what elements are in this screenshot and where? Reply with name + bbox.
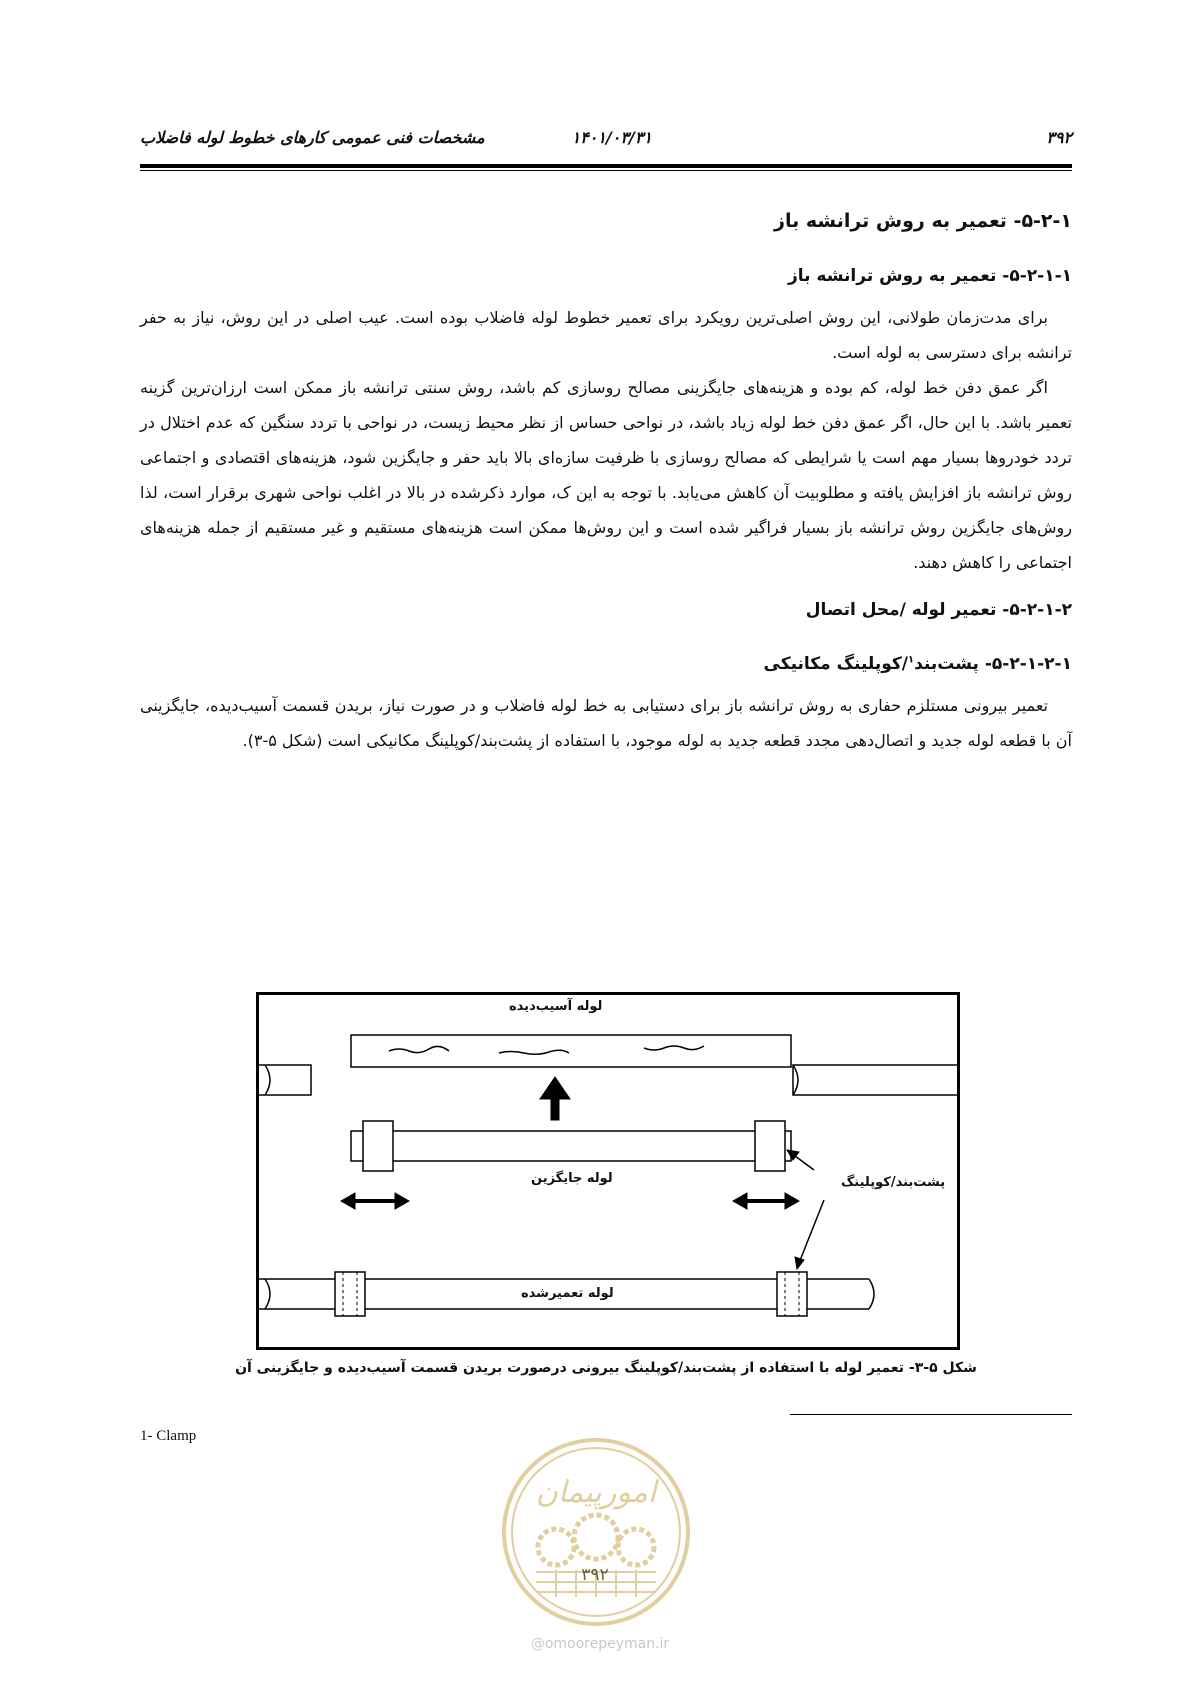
paragraph-1: برای مدت‌زمان طولانی، این روش اصلی‌ترین رویکرد برای تعمیر خطوط لوله فاضلاب بوده است. عیب اصلی در این روش، نیاز به حفر ترانشه برای دسترسی به لوله است.: [140, 308, 1072, 362]
repaired-coupling-left: [335, 1272, 365, 1316]
figure-caption: شکل ۵-۳- تعمیر لوله با استفاده از پشت‌بند/کوپلینگ بیرونی درصورت بریدن قسمت آسیب‌دیده و جایگزینی آن: [235, 1360, 977, 1376]
figure-pipe-repair: [256, 992, 960, 1350]
up-arrow-icon: [540, 1077, 570, 1120]
header-rule-thin: [140, 170, 1072, 171]
damaged-pipe: [351, 1035, 791, 1067]
page-header: [140, 122, 1072, 162]
crack-3: [644, 1046, 704, 1050]
coupling-left: [363, 1121, 393, 1171]
section-heading-1: ۵-۲-۱-۱- تعمیر به روش ترانشه باز: [787, 266, 1072, 286]
stamp-text: امورپیمان: [535, 1475, 657, 1510]
crack-1: [389, 1046, 449, 1052]
header-date: ۱۴۰۱/۰۳/۳۱: [571, 128, 652, 147]
header-rule-thick: [140, 164, 1072, 168]
header-page-number: ۳۹۲: [1046, 128, 1072, 147]
section-heading-main: ۵-۲-۱- تعمیر به روش ترانشه باز: [774, 210, 1072, 232]
watermark-url: @omoorepeyman.ir: [530, 1636, 670, 1652]
label-repaired-pipe: لوله تعمیرشده: [521, 1286, 614, 1301]
label-damaged-pipe: لوله آسیب‌دیده: [509, 999, 603, 1014]
label-clamp-coupling: پشت‌بند/کوپلینگ: [841, 1175, 946, 1190]
label-replacement-pipe: لوله جایگزین: [531, 1171, 613, 1186]
footnote-ref: ۱: [907, 654, 915, 666]
footnote-rule: [790, 1414, 1072, 1415]
replacement-pipe: [351, 1131, 791, 1161]
stamp-page-number: ۳۹۲: [581, 1565, 609, 1585]
repaired-coupling-right: [777, 1272, 807, 1316]
double-arrow-left-icon: [395, 1193, 409, 1209]
paragraph-2: اگر عمق دفن خط لوله، کم بوده و هزینه‌های جایگزینی مصالح روسازی کم باشد، روش سنتی ترانشه باز ممکن است ارزان‌ترین گزینه تعمیر باشد. با این حال، اگر عمق دفن خط لوله زیاد باشد، در نواحی حساس از نظر محیط زیست، در نواحی با تردد سنگین که عدم اختلال در تردد خودروها بسیار مهم است یا شرایطی که مصالح روسازی با ظرفیت سازه‌ای بالا باید حفر و جایگزین شود، هزینه‌های اقتصادی و اجتماعی روش ترانشه باز افزایش یافته و مطلوبیت آن کاهش می‌یابد. با توجه به این ک، موارد ذکرشده در بالا در اغلب نواحی شهری برقرار است، لذا روش‌های جایگزین روش ترانشه باز بسیار فراگیر شده است و این روش‌ها ممکن است هزینه‌های مستقیم و غیر مستقیم از جمله هزینه‌های اجتماعی را کاهش دهند.: [140, 378, 1072, 572]
paragraph-3: تعمیر بیرونی مستلزم حفاری به روش ترانشه باز برای دستیابی به خط لوله فاضلاب و در صورت نیاز، بریدن قسمت آسیب‌دیده، جایگزینی آن با قطعه لوله جدید و اتصال‌دهی مجدد قطعه جدید به لوله موجود، با استفاده از پشت‌بند/کوپلینگ مکانیکی است (شکل ۵-۳).: [140, 696, 1072, 750]
footnote: 1- Clamp: [140, 1428, 197, 1444]
existing-pipe-right: [793, 1065, 957, 1095]
double-arrow-right-icon: [785, 1193, 799, 1209]
stamp-logo-icon: [496, 1432, 696, 1632]
section-heading-2: ۵-۲-۱-۲- تعمیر لوله /محل اتصال: [805, 600, 1072, 620]
section-heading-3: ۵-۲-۱-۲-۱- پشت‌بند$^۱$/کوپلینگ مکانیکی: [763, 654, 1072, 674]
crack-2: [499, 1050, 569, 1054]
document-body: [140, 210, 1072, 758]
header-title: مشخصات فنی عمومی کارهای خطوط لوله فاضلاب: [140, 128, 485, 147]
coupling-right: [755, 1121, 785, 1171]
